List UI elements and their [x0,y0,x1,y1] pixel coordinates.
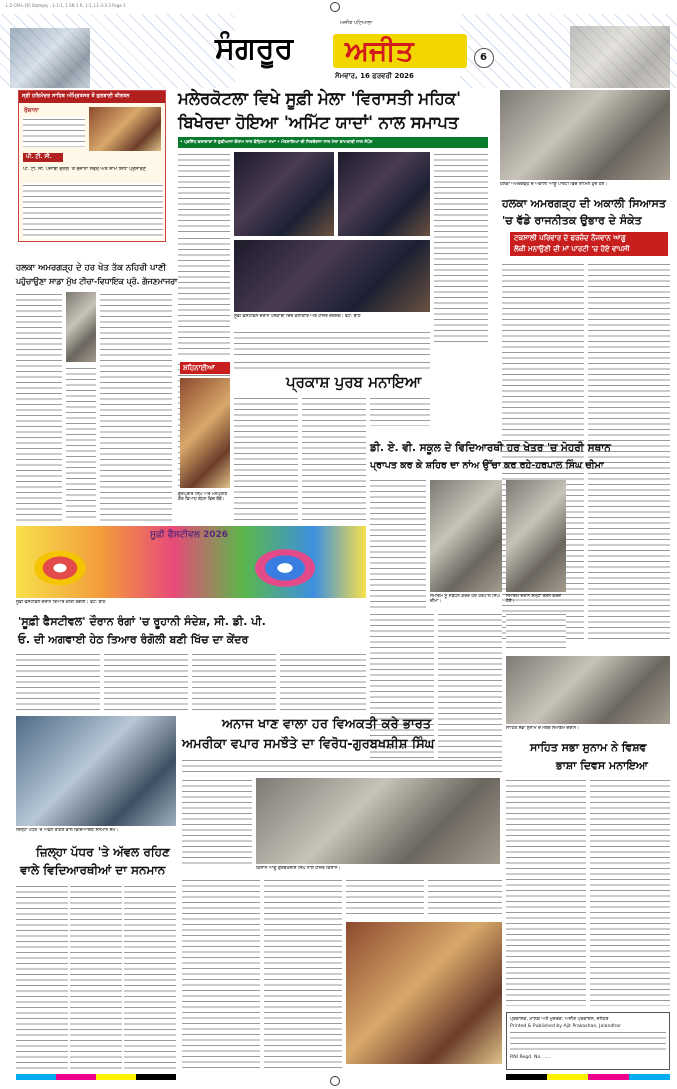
brand-name: ਅਜੀਤ [345,34,414,67]
left-text-col1 [16,292,62,522]
ad-label-channel: ਪੀ. ਟੀ. ਸੀ. [26,154,52,160]
imprint-fine-print [510,1030,666,1054]
parkash-text-col2 [302,396,366,524]
palace-image [570,26,670,88]
right-top-headline-2: 'ਚ ਵੱਡੇ ਰਾਜਨੀਤਕ ਉਭਾਰ ਦੇ ਸੰਕੇਤ [502,214,642,227]
parkash-text-col3 [370,396,430,426]
trade-text-col4 [346,878,424,918]
ad-text [23,117,85,147]
district-text-col1 [16,884,68,1072]
dav-caption-2: ਸਮਾਗਮ ਦੌਰਾਨ ਸ਼ਮ੍ਹਾ ਰੌਸ਼ਨ ਕਰਦੇ ਹੋਏ। [506,594,562,605]
district-text-col2 [70,884,122,1072]
dav-headline-2: ਪ੍ਰਾਪਤ ਕਰ ਕੇ ਸ਼ਹਿਰ ਦਾ ਨਾਂਅ ਉੱਚਾ ਕਰ ਰਹੇ-ਹਰਪਾਲ ਸਿੰਘ ਚੀਮਾ [370,460,604,471]
trade-photo [256,778,500,864]
lead-photo-caption: ਸੂਫ਼ੀ ਫੈਸਟੀਵਲ ਦੌਰਾਨ ਪੇਸ਼ਕਾਰੀ ਦਿੰਦੇ ਕਲਾਕਾਰ ਅਤੇ ਹਾਜ਼ਰ ਦਰਸ਼ਕ। ਫੋਟੋ: ਬਾਠ [234,314,361,319]
wedding-photo [180,378,230,488]
sahit-photo [506,656,670,724]
imprint-line-2: Printed & Published by Ajit Prakashan, Jalandhar [510,1024,621,1029]
registration-mark-icon [330,2,340,12]
sahit-text-col2 [590,778,670,1006]
header-date: ਸੋਮਵਾਰ, 16 ਫਰਵਰੀ 2026 [335,72,414,80]
district-headline-1: ਜ਼ਿਲ੍ਹਾ ਪੱਧਰ 'ਤੇ ਅੱਵਲ ਰਹਿਣ [36,845,170,859]
right-red-strap-2: ਲੋਕੀ ਮਨਾਉਣੀ ਦੀ ਮਾਂ ਪਾਰਟੀ 'ਚ ਹੋਏ ਵਾਪਸੀ [514,245,630,253]
right-top-caption: ਹਲਕਾ ਅਮਰਗੜ੍ਹ ਦੇ ਅਕਾਲੀ ਆਗੂ ਪਾਰਟੀ ਵਿਚ ਸ਼ਾਮਿਲ ਹੁੰਦੇ ਹੋਏ। [500,182,608,187]
dav-caption-1: ਸਮਾਗਮ ਨੂੰ ਸੰਬੋਧਨ ਕਰਦੇ ਹੋਏ ਹਰਪਾਲ ਸਿੰਘ ਚੀਮਾ। [430,594,500,605]
lead-photo-artists [338,152,430,236]
city-name: ਸੰਗਰੂਰ [215,31,294,66]
trade-text-top [182,758,502,776]
color-registration-bar-right [506,1074,670,1080]
rangoli-headline-2: ਓ. ਦੀ ਅਗਵਾਈ ਹੇਠ ਤਿਆਰ ਰੰਗੋਲੀ ਬਣੀ ਖਿੱਚ ਦਾ ਕੇਂਦਰ [18,633,249,646]
ad-golden-temple-photo [89,107,161,151]
trade-text-col1 [182,778,252,868]
district-caption: ਜ਼ਿਲ੍ਹਾ ਪੱਧਰ 'ਤੇ ਅੱਵਲ ਰਹਿਣ ਵਾਲੇ ਵਿਦਿਆਰਥੀ ਸਨਮਾਨ ਸਮੇਂ। [16,828,119,833]
rangoli-headline-1: 'ਸੂਫ਼ੀ ਫੈਸਟੀਵਲ' ਦੌਰਾਨ ਰੰਗਾਂ 'ਚ ਰੂਹਾਨੀ ਸੰਦੇਸ਼, ਸੀ. ਡੀ. ਪੀ. [18,615,266,628]
left-headline-2: ਪਹੁੰਚਾਉਣਾ ਸਾਡਾ ਮੁੱਖ ਟੀਚਾ-ਵਿਧਾਇਕ ਪ੍ਰੋ. ਗੱਜਣਮਾਜਰਾ [16,277,178,286]
banner-caption: ਸੂਫ਼ੀ ਫੈਸਟੀਵਲ ਦੌਰਾਨ ਤਿਆਰ ਕੀਤੀ ਰੰਗੋਲੀ। ਫੋਟੋ: ਬਾਠ [16,600,106,605]
right-red-strap-1: ਟਕਸਾਲੀ ਪਰਿਵਾਰ ਦੇ ਫਰਜ਼ੰਦ ਨੌਜਵਾਨ ਆਗੂ [514,234,626,242]
ad-title: ਸ੍ਰੀ ਹਰਿਮੰਦਰ ਸਾਹਿਬ ਅੰਮ੍ਰਿਤਸਰ ਤੋਂ ਗੁਰਬਾਣੀ ਕੀਰਤਨ [22,93,130,99]
left-headline-1: ਹਲਕਾ ਅਮਰਗੜ੍ਹ ਦੇ ਹਰ ਖੇਤ ਤੱਕ ਨਹਿਰੀ ਪਾਣੀ [16,263,167,273]
registration-mark-bottom-icon [330,1076,340,1086]
lead-headline-2: ਬਿਖੇਰਦਾ ਹੋਇਆ 'ਅਮਿੱਟ ਯਾਦਾਂ' ਨਾਲ ਸਮਾਪਤ [178,113,459,132]
masthead [0,14,677,88]
district-headline-2: ਵਾਲੇ ਵਿਦਿਆਰਥੀਆਂ ਦਾ ਸਨਮਾਨ [20,863,166,877]
right-top-photo [500,90,670,180]
print-slug: L-2-CM-L-[6] Stateply , 1-1-1, 1 SN 1 R, 1-1, L1-3-3-3 Page 1 [6,3,126,8]
dav-photo-1 [430,480,502,592]
ad-line: ਪੀ. ਟੀ. ਸੀ. ਪੰਜਾਬੀ ਚੈਨਲ 'ਤੇ ਰੋਜ਼ਾਨਾ ਸਵੇਰੇ ਅਤੇ ਸ਼ਾਮ ਸਿੱਧਾ ਪ੍ਰਸਾਰਣ [23,167,146,172]
ad-label-daily: ਰੋਜ਼ਾਨਾ [24,107,39,114]
rangoli-flower-left [30,548,90,588]
district-text-col3 [124,884,176,1072]
dav-photo-2 [506,480,566,592]
color-registration-bar [16,1074,176,1080]
page-number: 6 [480,52,487,63]
sahit-caption: ਸਾਹਿਤ ਸਭਾ ਸੁਨਾਮ ਦੇ ਮੈਂਬਰ ਸਮਾਗਮ ਦੌਰਾਨ। [506,726,580,731]
trade-headline-2: ਅਮਰੀਕਾ ਵਪਾਰ ਸਮਝੌਤੇ ਦਾ ਵਿਰੋਧ-ਗੁਰਬਖਸ਼ੀਸ਼ ਸਿੰਘ [182,737,435,752]
brand-tagline: ਅਜੀਤ ਪਟਿਆਲਾ [340,20,373,26]
dav-headline-1: ਡੀ. ਏ. ਵੀ. ਸਕੂਲ ਦੇ ਵਿਦਿਆਰਥੀ ਹਰ ਖੇਤਰ 'ਚ ਮੋਹਰੀ ਸਥਾਨ [370,442,611,454]
parkash-headline: ਪ੍ਰਕਾਸ਼ ਪੁਰਬ ਮਨਾਇਆ [286,373,422,391]
wedding-caption: ਗੁਰਪ੍ਰੀਤ ਸਿੰਘ ਅਤੇ ਮਨਪ੍ਰੀਤ ਕੌਰ ਵਿਆਹ ਬੰਧਨ ਵਿਚ ਬੱਝੇ। [178,492,228,503]
golden-temple-image [10,28,90,88]
dav-text-col4 [506,612,566,652]
rangoli-text-col4 [280,652,366,712]
lead-photo-crowd [234,240,430,312]
sahit-headline-2: ਭਾਸ਼ਾ ਦਿਵਸ ਮਨਾਇਆ [556,759,648,772]
rangoli-text-col3 [192,652,276,712]
trade-text-col2 [182,878,260,1072]
ad-box [18,90,166,242]
rangoli-flower-right [250,546,320,590]
rangoli-banner-text: ਸੂਫ਼ੀ ਫੈਸਟੀਵਲ 2026 [150,530,228,540]
lead-text-col2 [178,236,230,356]
shahnaiyan-label: ਸ਼ਹਿਨਾਈਆਂ [183,364,215,372]
district-photo [16,716,176,826]
dav-text-col3 [438,612,502,762]
lead-text-col3 [234,330,430,358]
parkash-intro-text [234,360,430,370]
ad-text-more [23,183,163,239]
right-top-headline-1: ਹਲਕਾ ਅਮਰਗੜ੍ਹ ਦੀ ਅਕਾਲੀ ਸਿਆਸਤ [502,197,666,210]
rangoli-text-col1 [16,652,100,712]
trade-text-col5 [428,878,502,918]
sahit-headline-1: ਸਾਹਿਤ ਸਭਾ ਸੁਨਾਮ ਨੇ ਵਿਸ਼ਵ [530,741,647,754]
lead-photo-stage [234,152,334,236]
trade-caption: ਕਿਸਾਨ ਆਗੂ ਗੁਰਬਖਸ਼ੀਸ਼ ਸਿੰਘ ਨਾਲ ਹਾਜ਼ਰ ਕਿਸਾਨ। [256,866,341,871]
mla-portrait [66,292,96,362]
parkash-text-col1 [234,396,298,524]
trade-headline-1: ਅਨਾਜ ਖਾਣ ਵਾਲਾ ਹਰ ਵਿਅਕਤੀ ਕਰੇ ਭਾਰਤ [222,717,432,732]
trade-photo-2 [346,922,502,1064]
lead-text-col4 [434,152,488,342]
lead-headline-1: ਮਲੇਰਕੋਟਲਾ ਵਿਖੇ ਸੂਫ਼ੀ ਮੇਲਾ 'ਵਿਰਾਸਤੀ ਮਹਿਕ' [178,89,462,108]
masthead-title-box [205,20,473,86]
left-text-col2 [66,366,96,522]
trade-text-col3 [264,878,342,1072]
left-text-col3 [100,292,172,522]
sahit-text-col1 [506,778,586,1006]
imprint-line-3: RNI Regd. No. ..... [510,1055,551,1060]
lead-strap: • ਪ੍ਰਸਿੱਧ ਕਲਾਕਾਰਾਂ ਨੇ ਸੂਫ਼ੀਆਨਾ ਕੋਲਾਮ ਨਾਲ ਬੰਨ੍ਹਿਆ ਸਮਾਂ • ਮੰਤਰਾਲਿਆਂ ਦੀ ਨਿਰਦੇਸ਼ਨਾ ਨਾਲ ਮੇਲਾ ਕਾਮਯਾਬੀ ਨਾਲ ਸੰਪੰਨ [180,139,373,144]
dav-text-col1 [370,478,426,610]
imprint-line-1: ਪ੍ਰਕਾਸ਼ਕ, ਮਾਲਕ ਅਤੇ ਮੁਦਰਕ: ਅਜੀਤ ਪ੍ਰਕਾਸ਼ਨ, ਜਲੰਧਰ [510,1017,609,1022]
imprint-box [506,1012,670,1070]
rangoli-text-col2 [104,652,188,712]
